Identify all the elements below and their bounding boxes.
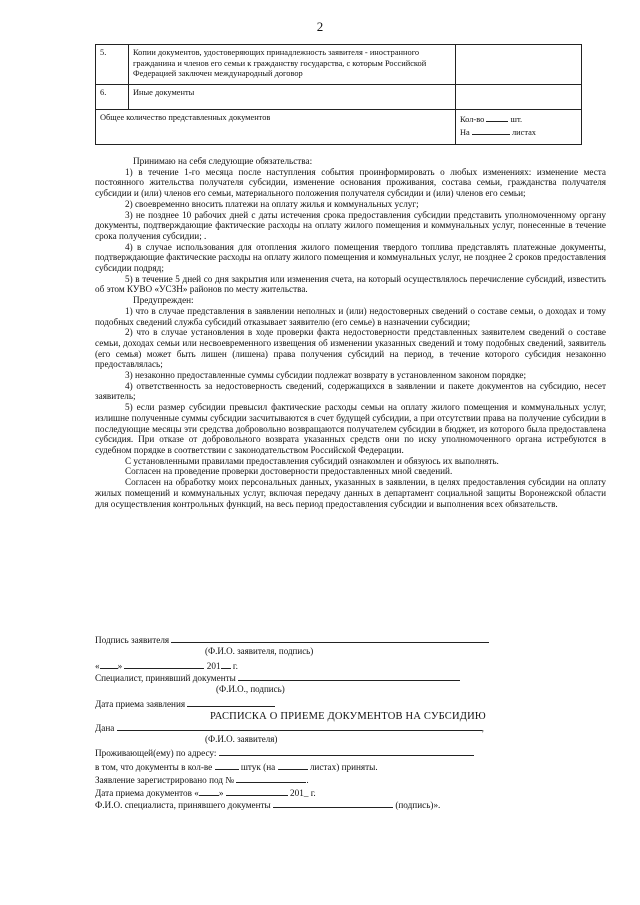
warning-item: 2) что в случае установления в ходе проверки факта недостоверности представленных заявителем сведений о составе семьи, доходах семьи или несвоевременного извещения об изменении указанных сведений и тому подобных сведений, заявитель (его семья) может быть лишен (лишена) права получения субсидий на период, в течение которого субсидия незаконно предоставлялась; xyxy=(95,327,606,370)
receipt-docs-line xyxy=(95,760,615,773)
receipt-issued-field[interactable] xyxy=(117,721,482,731)
signature-month-field[interactable] xyxy=(124,659,204,669)
receipt-issued-end: , xyxy=(481,723,484,733)
receipt-specialist-line xyxy=(95,798,615,811)
warning-item: 5) если размер субсидии превысил фактические расходы семьи на оплату жилого помещения и коммунальных услуг, излишне полученные суммы субсидии засчитываются в счет будущей субсидии, а при отсутствии права на получение субсидии в последующие месяцы эти средства добровольно возвращаются получателем субсидии в бюджет, из которого была предоставлена субсидия. При отказе от добровольного возврата указанных средств они по иску уполномоченного органа истребуются в судебном порядке в соответствии с законодательством Российской Федерации. xyxy=(95,402,606,455)
sheets-prefix: На xyxy=(460,127,470,137)
receipt-year-suffix: г. xyxy=(310,788,316,798)
receipt-registered-end: . xyxy=(306,775,309,785)
signature-year-suffix: г. xyxy=(232,661,238,671)
date-received-field[interactable] xyxy=(187,697,275,707)
sheets-field[interactable] xyxy=(472,126,510,135)
date-received-line xyxy=(95,697,615,710)
receipt-month-field[interactable] xyxy=(226,786,288,796)
count-suffix: шт. xyxy=(510,115,523,124)
receipt-docs-sheets-field[interactable] xyxy=(278,760,308,770)
table-total-row xyxy=(96,110,582,145)
date-close-quote: » xyxy=(117,661,123,671)
signature-day-field[interactable] xyxy=(100,659,118,669)
receipt-issued-caption: (Ф.И.О. заявителя) xyxy=(205,734,278,744)
receipt-date-close: » xyxy=(218,788,224,798)
receipt-docs-sheets: листах) приняты. xyxy=(309,762,378,772)
receipt-day-field[interactable] xyxy=(199,786,219,796)
applicant-signature-line xyxy=(95,633,615,646)
date-received-label: Дата приема заявления xyxy=(95,699,186,709)
receipt-issued-line xyxy=(95,721,615,734)
specialist-caption: (Ф.И.О., подпись) xyxy=(216,684,285,694)
count-prefix: Кол-во xyxy=(460,115,485,124)
agreement-item: Согласен на обработку моих персональных данных, указанных в заявлении, в целях предоставления субсидии на оплату жилых помещений и коммунальных услуг, включая передачу данных в департамент социальной защиты Воронежской области для осуществления контрольных функций, на весь период предоставления субсидии и выполнения всех обязательств. xyxy=(95,477,606,509)
signature-year-prefix: 201 xyxy=(206,661,221,671)
receipt-specialist-field[interactable] xyxy=(273,798,393,808)
row-value-cell xyxy=(456,85,582,110)
row-number: 5. xyxy=(96,45,129,85)
obligation-item: 1) в течение 1-го месяца после наступления события проинформировать о любых изменениях: изменение места постоянного жительства получателя субсидии, изменение основания проживания, состава семьи, гражданства получателя субсидии и (или) членов его семьи, материального положения получателя субсидии и (или) членов его семьи; xyxy=(95,166,606,199)
signature-year-field[interactable] xyxy=(221,659,231,669)
count-field[interactable] xyxy=(486,113,508,122)
receipt-year-prefix: 201_ xyxy=(290,788,309,798)
total-label: Общее количество представленных документов xyxy=(96,110,456,145)
receipt-specialist-label: Ф.И.О. специалиста, принявшего документы xyxy=(95,800,271,810)
receipt-address-line xyxy=(95,746,615,759)
row-number: 6. xyxy=(96,85,129,110)
table-row xyxy=(96,45,582,85)
sheets-line xyxy=(460,126,577,139)
receipt-title: РАСПИСКА О ПРИЕМЕ ДОКУМЕНТОВ НА СУБСИДИЮ xyxy=(210,711,486,722)
obligation-item: 4) в случае использования для отопления жилого помещения твердого топлива представлять платежные документы, подтверждающие фактические расходы на оплату жилого помещения и коммунальных услуг, не позднее 2 сроков предоставления субсидии подряд; xyxy=(95,241,606,274)
receipt-registered-line xyxy=(95,773,615,786)
applicant-caption: (Ф.И.О. заявителя, подпись) xyxy=(205,646,314,656)
page-number: 2 xyxy=(316,19,324,34)
receipt-docs-pieces: штук (на xyxy=(240,762,276,772)
applicant-signature-label: Подпись заявителя xyxy=(95,635,170,645)
obligation-item: 5) в течение 5 дней со дня закрытия или изменения счета, на который осуществлялось перечисление субсидий, известить об этом КУВО «УСЗН» районов по месту жительства. xyxy=(95,273,606,295)
warning-item: 1) что в случае представления в заявлении неполных и (или) недостоверных сведений о составе семьи, о доходах и тому подобных сведений служба субсидий отказывает заявителю (его семье) в назначении субсидии; xyxy=(95,305,606,327)
warning-item: 4) ответственность за недостоверность сведений, содержащихся в заявлении и пакете документов на субсидию, несет заявитель; xyxy=(95,380,606,402)
receipt-specialist-end: (подпись)». xyxy=(395,800,441,810)
table-row xyxy=(96,85,582,110)
row-text: Иные документы xyxy=(129,85,456,110)
agreement-item: С установленными правилами предоставления субсидий ознакомлен и обязуюсь их выполнять. xyxy=(125,455,499,466)
sheets-suffix: листах xyxy=(511,127,536,137)
warnings-heading: Предупрежден: xyxy=(133,295,194,306)
receipt-registered-label: Заявление зарегистрировано под № xyxy=(95,775,235,785)
receipt-address-field[interactable] xyxy=(219,746,474,756)
specialist-line xyxy=(95,671,615,684)
obligation-item: 3) не позднее 10 рабочих дней с даты истечения срока предоставления субсидии представить уполномоченному органу документы, подтверждающие фактические расходы на оплату жилого помещения и коммунальных услуг, понесенные в течение срока получения субсидии; . xyxy=(95,209,606,241)
agreement-item: Согласен на проведение проверки достоверности предоставленных мной сведений. xyxy=(125,466,453,477)
specialist-field[interactable] xyxy=(238,671,460,681)
receipt-docs-count-field[interactable] xyxy=(215,760,239,770)
obligation-item: 2) своевременно вносить платежи на оплату жилья и коммунальных услуг; xyxy=(125,198,419,209)
receipt-address-label: Проживающей(ему) по адресу: xyxy=(95,748,217,758)
count-line xyxy=(460,113,577,126)
row-text: Копии документов, удостоверяющих принадлежность заявителя - иностранного гражданина и членов его семьи к гражданству государства, с которым Российской Федерацией заключен международный договор xyxy=(129,45,456,85)
row-value-cell xyxy=(456,45,582,85)
date-open-quote: « xyxy=(95,661,100,671)
receipt-docs-prefix: в том, что документы в кол-ве xyxy=(95,762,213,772)
documents-table xyxy=(95,44,582,145)
receipt-registered-field[interactable] xyxy=(236,773,309,785)
receipt-issued-label: Дана xyxy=(95,723,115,733)
statement-text xyxy=(95,156,606,509)
warning-item: 3) незаконно предоставленные суммы субсидии подлежат возврату в установленном законом порядке; xyxy=(125,370,527,381)
total-count-cell xyxy=(456,110,582,145)
receipt-date-label: Дата приема документов « xyxy=(95,788,199,798)
applicant-signature-field[interactable] xyxy=(171,633,489,643)
obligations-heading: Принимаю на себя следующие обязательства: xyxy=(133,156,313,166)
specialist-label: Специалист, принявший документы xyxy=(95,673,236,683)
